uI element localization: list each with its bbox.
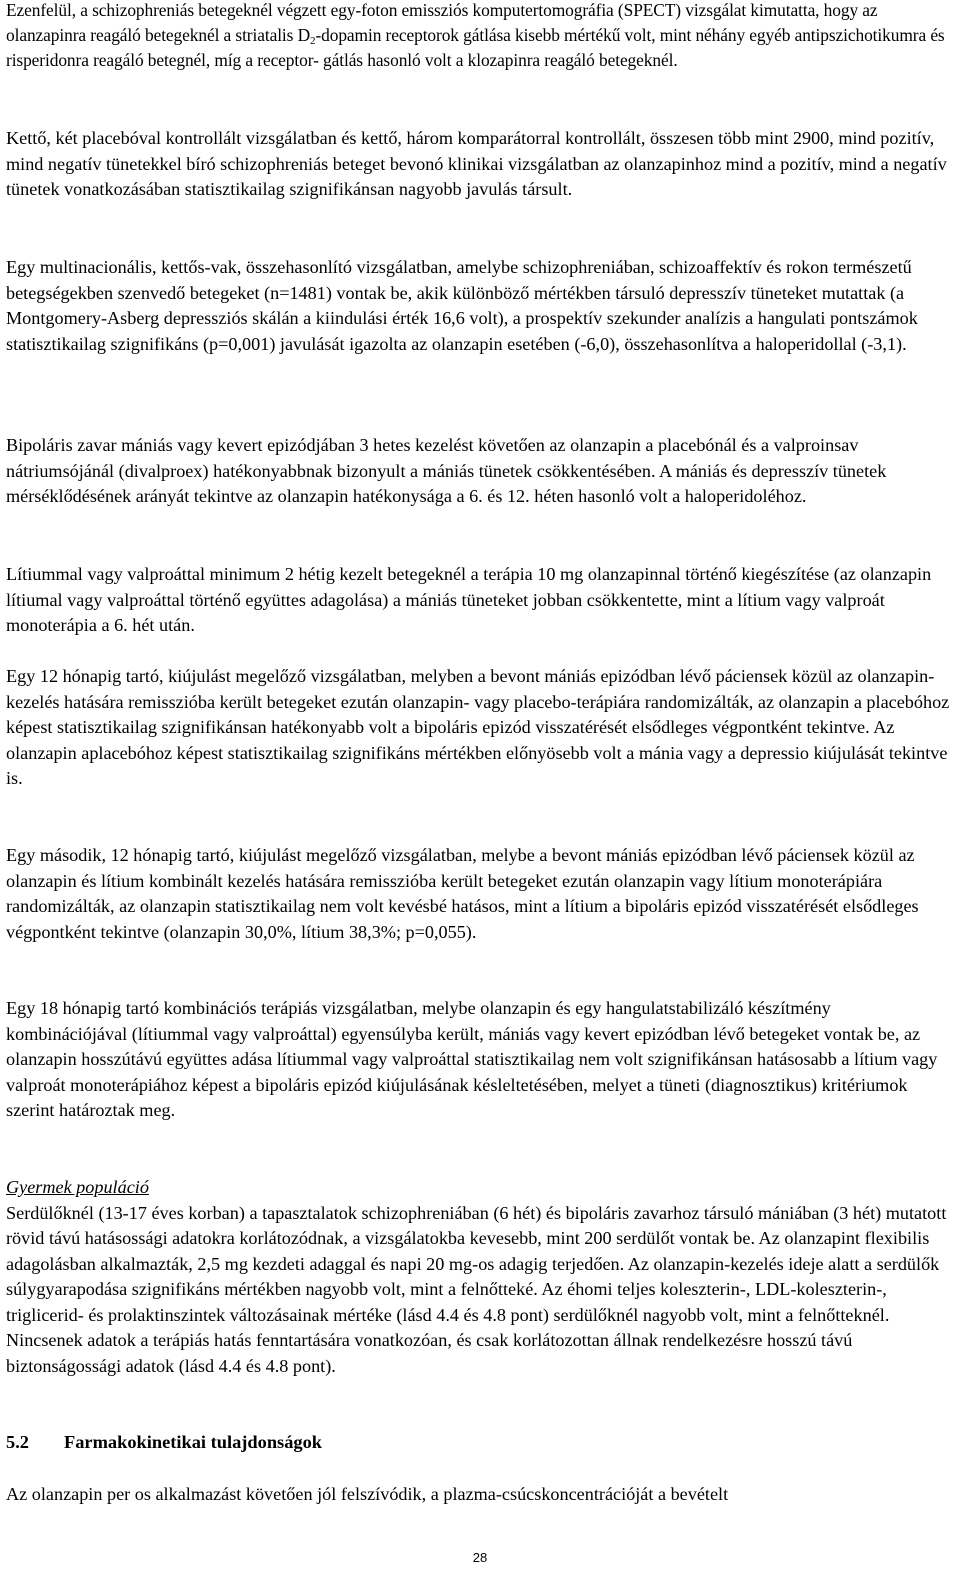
paragraph-spect-text-1: Ezenfelül, a schizophreniás betegeknél végzett egy-foton emissziós komputertomográfia (SPECT) vizsgálat kimutatta, hogy az olanzapinra reagáló betegeknél a striatalis D [6, 0, 878, 45]
paragraph-bipolar-mania: Bipoláris zavar mániás vagy kevert epizódjában 3 hetes kezelést követően az olanzapin a placebónál és a valproinsav nátriumsójánál (divalproex) hatékonyabbnak bizonyult a mániás tünetek csökkentésében. A mániás és depresszív tünetek mérséklődésének arányát tekintve az olanzapin hatékonysága a 6. és 12. héten hasonló volt a haloperidoléhoz. [6, 435, 887, 506]
section-number: 5.2 [6, 1432, 29, 1452]
section-heading [6, 1430, 954, 1455]
paragraph-adolescents: Serdülőknél (13-17 éves korban) a tapasztalatok schizophreniában (6 hét) és bipoláris zavarhoz társuló mániában (3 hét) mutatott rövid távú hatásossági adatokra korlátozódnak, a vizsgálatokba kevesebb, mint 200 serdülőt vontak be. Az olanzapint flexibilis adagolásban alkalmazták, 2,5 mg kezdeti adaggal és napi 20 mg-os adagig terjedően. Az olanzapin-kezelés ideje alatt a serdülők súlygyarapodása szignifikáns mértékben nagyobb volt, mint a felnőtteké. Az éhomi teljes koleszterin-, LDL-koleszterin-, triglicerid- és prolaktinszintek változásainak mértéke (lásd 4.4 és 4.8 pont) serdülőknél nagyobb volt, mint a felnőtteknél. Nincsenek adatok a terápiás hatás fenntartására vonatkozóan, és csak korlátozottan állnak rendelkezésre hosszú távú biztonságossági adatok (lásd 4.4 és 4.8 pont). [6, 1202, 947, 1376]
paragraph-18-month-trial: Egy 18 hónapig tartó kombinációs terápiás vizsgálatban, melybe olanzapin és egy hangulatstabilizáló készítmény kombinációjával (lítiummal vagy valproáttal) egyensúlyba került, mániás vagy kevert epizódban lévő betegeket vontak be, az olanzapin hosszútávú együttes adása lítiummal vagy valproáttal statisztikailag nem volt szignifikánsan hatásosabb a lítium vagy valproát monoterápiához képest a bipoláris epizód kiújulásának késleltetésében, melyet a tüneti (diagnosztikus) kritériumok szerint határoztak meg. [6, 998, 938, 1120]
paragraph-spect [6, 0, 954, 73]
paragraph-second-12-month-trial: Egy második, 12 hónapig tartó, kiújulást megelőző vizsgálatban, melybe a bevont mániás epizódban lévő páciensek közül az olanzapin és lítium kombinált kezelés hatására remisszióba került betegeket ezután olanzapin vagy lítium monoterápiára randomizálták, az olanzapin statisztikailag nem volt kevésbé hatásos, mint a lítium a bipoláris epizód visszatérését elsődleges végpontként tekintve (olanzapin 30,0%, lítium 38,3%; p=0,055). [6, 845, 919, 942]
section-title: Farmakokinetikai tulajdonságok [64, 1432, 323, 1452]
paragraph-pharmacokinetics: Az olanzapin per os alkalmazást követően jól felszívódik, a plazma-csúcskoncentrációját a bevételt [6, 1484, 729, 1504]
page-number: 28 [472, 1550, 488, 1565]
paragraph-lithium-valproate: Lítiummal vagy valproáttal minimum 2 hétig kezelt betegeknél a terápia 10 mg olanzapinnal történő kiegészítése (az olanzapin lítiumal vagy valproáttal történő együttes adagolása) a mániás tüneteket jobban csökkentette, mint a lítium vagy valproát monoterápia a 6. hét után. [6, 564, 932, 635]
pediatric-heading: Gyermek populáció [6, 1177, 149, 1197]
subscript-2: 2 [310, 35, 316, 47]
paragraph-placebo-trials: Kettő, két placebóval kontrollált vizsgálatban és kettő, három komparátorral kontrollált, összesen több mint 2900, mind pozitív, mind negatív tünetekkel bíró schizophreniás beteget bevonó klinikai vizsgálatban az olanzapinhoz mind a pozitív, mind a negatív tünetek vonatkozásában statisztikailag szignifikánsan nagyobb javulás társult. [6, 128, 947, 199]
paragraph-12-month-trial: Egy 12 hónapig tartó, kiújulást megelőző vizsgálatban, melyben a bevont mániás epizódban lévő páciensek közül az olanzapin-kezelés hatására remisszióba került betegeket ezután olanzapin- vagy placebo-terápiára randomizálták, az olanzapin a placebóhoz képest statisztikailag szignifikánsan hatékonyabb volt a bipoláris epizód visszatérését elsődleges végpontként tekintve. Az olanzapin aplacebóhoz képest statisztikailag szignifikáns mértékben előnyösebb volt a mánia vagy a depressio kiújulását tekintve is. [6, 666, 950, 788]
paragraph-spect-text-2: -dopamin receptorok gátlása kisebb mértékű volt, mint néhány egyéb antipszichotikumra és risperidonra reagáló betegnél, míg a receptor- gátlás hasonló volt a klozapinra reagáló betegeknél. [6, 25, 945, 70]
pediatric-section [6, 1175, 954, 1379]
paragraph-multinational-trial: Egy multinacionális, kettős-vak, összehasonlító vizsgálatban, amelybe schizophreniában, schizoaffektív és rokon természetű betegségekben szenvedő betegeket (n=1481) vontak be, akik különböző mértékben társuló depresszív tüneteket mutattak (a Montgomery-Asberg depressziós skálán a kiindulási érték 16,6 volt), a prospektív szekunder analízis a hangulati pontszámok statisztikailag szignifikáns (p=0,001) javulását igazolta az olanzapin esetében (-6,0), összehasonlítva a haloperidollal (-3,1). [6, 257, 918, 354]
